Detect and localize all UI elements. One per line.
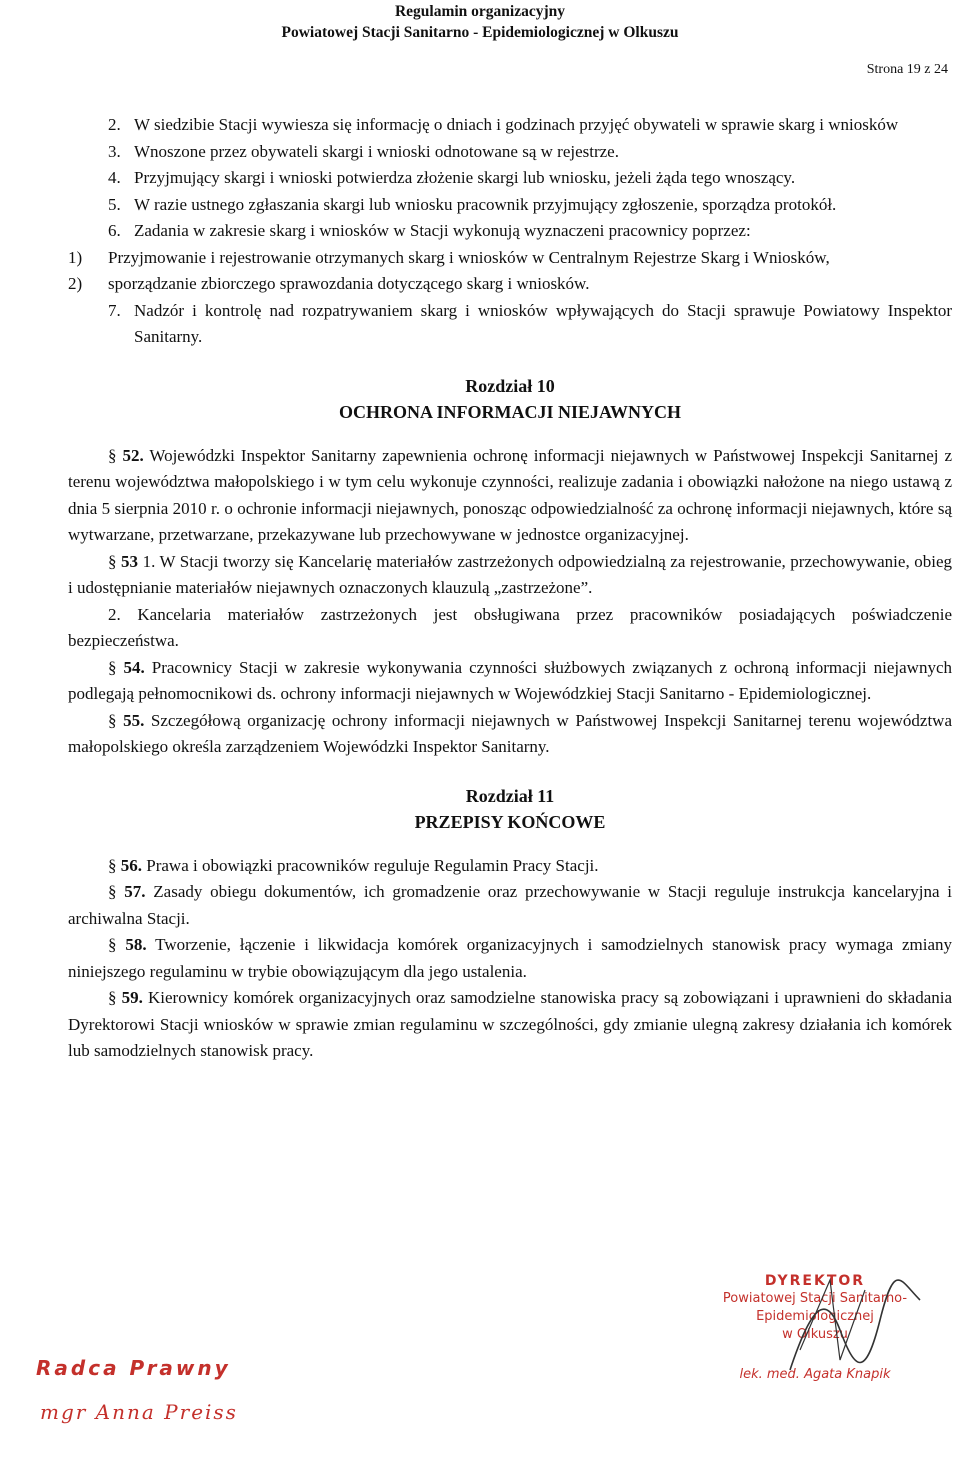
- paragraph-number: 55.: [123, 710, 145, 730]
- paragraph-text: 1. W Stacji tworzy się Kancelarię materiałów zastrzeżonych odpowiedzialną za rejestrowanie, przechowywanie, obieg i udostępnianie materiałów niejawnych oznaczonych klauzulą „zastrzeżone”.: [68, 551, 952, 597]
- list-item: [108, 165, 952, 192]
- sub-item-text: sporządzanie zbiorczego sprawozdania dotyczącego skarg i wniosków.: [108, 274, 590, 293]
- paragraph: § 54. Pracownicy Stacji w zakresie wykonywania czynności służbowych związanych z ochroną informacji niejawnych podlegają pełnomocnikowi ds. ochrony informacji niejawnych w Wojewódzkiej Stacji Sanitarno - Epidemiologicznej.: [68, 657, 953, 703]
- header-subtitle: Powiatowej Stacji Sanitarno - Epidemiologicznej w Olkuszu: [281, 24, 679, 41]
- item-text: Nadzór i kontrolę nad rozpatrywaniem skarg i wniosków wpływających do Stacji sprawuje Powiatowy Inspektor Sanitarny.: [134, 300, 952, 346]
- paragraph: § 53 1. W Stacji tworzy się Kancelarię materiałów zastrzeżonych odpowiedzialną za rejestrowanie, przechowywanie, obieg i udostępnianie materiałów niejawnych oznaczonych klauzulą „zastrzeżone”.: [68, 551, 952, 597]
- sub-item: [68, 271, 952, 298]
- list-item: [108, 192, 952, 219]
- item-text: Przyjmujący skargi i wnioski potwierdza złożenie skargi lub wniosku, jeżeli żąda tego wnoszący.: [134, 168, 796, 187]
- stamp-institution: Powiatowej Stacji Sanitarno-Epidemiologicznej: [722, 1291, 908, 1324]
- list-item: [108, 298, 952, 351]
- chapter-title: OCHRONA INFORMACJI NIEJAWNYCH: [338, 401, 681, 422]
- legal-advisor-name: mgr Anna Preiss: [40, 1400, 238, 1424]
- sub-item-number: 2): [68, 274, 83, 293]
- paragraph: § 52. Wojewódzki Inspektor Sanitarny zapewnienia ochronę informacji niejawnych w Państwowej Inspekcji Sanitarnej z terenu województwa małopolskiego i w tym celu wykonuje czynności, realizuje zadania i obowiązki nałożone na niego ustawą z dnia 5 sierpnia 2010 r. o ochronie informacji niejawnych, ponosząc odpowiedzialność za ochronę informacji niejawnych, które są wytwarzane, przetwarzane, przekazywane lub przechowywane w jednostce organizacyjnej.: [68, 445, 953, 544]
- list-item: [108, 112, 952, 139]
- sub-item-text: Przyjmowanie i rejestrowanie otrzymanych skarg i wniosków w Centralnym Rejestrze Skarg i Wniosków,: [108, 247, 830, 267]
- chapter-heading: [68, 373, 952, 425]
- items-top: [68, 112, 952, 245]
- paragraph: § 59. Kierownicy komórek organizacyjnych oraz samodzielne stanowiska pracy są zobowiązani i uprawnieni do składania Dyrektorowi Stacji wniosków w sprawie zmian regulaminu w szczególności, gdy zmianie ulegną zakresy działania ich komórek lub samodzielnych stanowisk pracy.: [68, 988, 953, 1060]
- paragraph-text: 2. Kancelaria materiałów zastrzeżonych jest obsługiwana przez pracowników posiadających poświadczenie bezpieczeństwa.: [68, 604, 952, 650]
- stamp-title: DYREKTOR: [764, 1273, 866, 1289]
- sub-item-number: 1): [68, 247, 83, 267]
- chapter-label: Rozdział 10: [465, 375, 555, 396]
- item-number: 6.: [108, 221, 121, 240]
- item-text: Zadania w zakresie skarg i wniosków w Stacji wykonują wyznaczeni pracownicy poprzez:: [134, 221, 751, 240]
- paragraph-text: Kierownicy komórek organizacyjnych oraz samodzielne stanowiska pracy są zobowiązani i uprawnieni do składania Dyrektorowi Stacji wniosków w sprawie zmian regulaminu w szczególności, gdy zmianie ulegną zakresy działania ich komórek lub samodzielnych stanowisk pracy.: [68, 988, 953, 1060]
- item-text: W razie ustnego zgłaszania skargi lub wniosku pracownik przyjmujący zgłoszenie, sporządza protokół.: [134, 194, 837, 214]
- paragraph-text: Zasady obiegu dokumentów, ich gromadzenie oraz przechowywanie w Stacji reguluje instrukcja kancelaryjna i archiwalna Stacji.: [68, 882, 952, 928]
- paragraph-number: 56.: [120, 855, 142, 875]
- chapter-title: PRZEPISY KOŃCOWE: [414, 811, 606, 832]
- item-number: 4.: [108, 168, 121, 187]
- stamp-name: lek. med. Agata Knapik: [739, 1367, 891, 1382]
- paragraph-text: Szczegółową organizację ochrony informacji niejawnych w Państwowej Inspekcji Sanitarnej terenu województwa małopolskiego określa zarządzeniem Wojewódzki Inspektor Sanitarny.: [68, 710, 952, 756]
- chapter-label: Rozdział 11: [465, 785, 555, 806]
- chapter-heading: [68, 783, 952, 835]
- paragraph-text: Prawa i obowiązki pracowników reguluje Regulamin Pracy Stacji.: [142, 855, 599, 875]
- list-item: [108, 218, 952, 245]
- paragraph: [68, 602, 952, 655]
- paragraph: § 58. Tworzenie, łączenie i likwidacja komórek organizacyjnych i samodzielnych stanowisk pracy wymaga zmiany niniejszego regulaminu w trybie obowiązującym dla jego ustalenia.: [68, 935, 953, 981]
- paragraph: § 56. Prawa i obowiązki pracowników reguluje Regulamin Pracy Stacji.: [108, 855, 599, 875]
- paragraph-text: Wojewódzki Inspektor Sanitarny zapewnienia ochronę informacji niejawnych w Państwowej Inspekcji Sanitarnej z terenu województwa małopolskiego i w tym celu wykonuje czynności, realizuje zadania i obowiązki nałożone na niego ustawą z dnia 5 sierpnia 2010 r. o ochronie informacji niejawnych, ponosząc odpowiedzialność za ochronę informacji niejawnych, które są wytwarzane, przetwarzane, przekazywane lub przechowywane w jednostce organizacyjnej.: [68, 445, 953, 544]
- item-number: 3.: [108, 141, 121, 161]
- stamp-city: w Olkuszu: [782, 1327, 848, 1342]
- paragraph-number: 59.: [121, 988, 143, 1007]
- legal-advisor-stamp: Radca Prawny: [36, 1356, 231, 1380]
- paragraph-number: 54.: [123, 657, 145, 677]
- item-number: 7.: [108, 300, 121, 320]
- header-title: Regulamin organizacyjny: [394, 3, 566, 20]
- paragraph-number: 57.: [124, 882, 146, 901]
- sub-item: [68, 245, 952, 272]
- item-text: W siedzibie Stacji wywiesza się informację o dniach i godzinach przyjęć obywateli w sprawie skarg i wniosków: [134, 115, 899, 134]
- item-text: Wnoszone przez obywateli skargi i wnioski odnotowane są w rejestrze.: [134, 141, 619, 161]
- paragraph-number: 52.: [122, 445, 144, 465]
- paragraph-number: 58.: [125, 935, 147, 954]
- paragraph-text: Pracownicy Stacji w zakresie wykonywania czynności służbowych związanych z ochroną informacji niejawnych podlegają pełnomocnikowi ds. ochrony informacji niejawnych w Wojewódzkiej Stacji Sanitarno - Epidemiologicznej.: [68, 657, 953, 703]
- item-number: 2.: [108, 115, 121, 134]
- paragraph: § 57. Zasady obiegu dokumentów, ich gromadzenie oraz przechowywanie w Stacji reguluje instrukcja kancelaryjna i archiwalna Stacji.: [68, 882, 952, 928]
- director-stamp: [690, 1272, 940, 1384]
- list-item: [108, 139, 952, 166]
- page-number: Strona 19 z 24: [866, 62, 948, 77]
- paragraph-text: Tworzenie, łączenie i likwidacja komórek organizacyjnych i samodzielnych stanowisk pracy wymaga zmiany niniejszego regulaminu w trybie obowiązującym dla jego ustalenia.: [68, 935, 953, 981]
- paragraph: § 55. Szczegółową organizację ochrony informacji niejawnych w Państwowej Inspekcji Sanitarnej terenu województwa małopolskiego określa zarządzeniem Wojewódzki Inspektor Sanitarny.: [68, 710, 952, 756]
- document-body: [68, 112, 952, 1065]
- item-number: 5.: [108, 194, 121, 214]
- paragraph-number: 53: [121, 551, 139, 571]
- document-header: [0, 0, 960, 43]
